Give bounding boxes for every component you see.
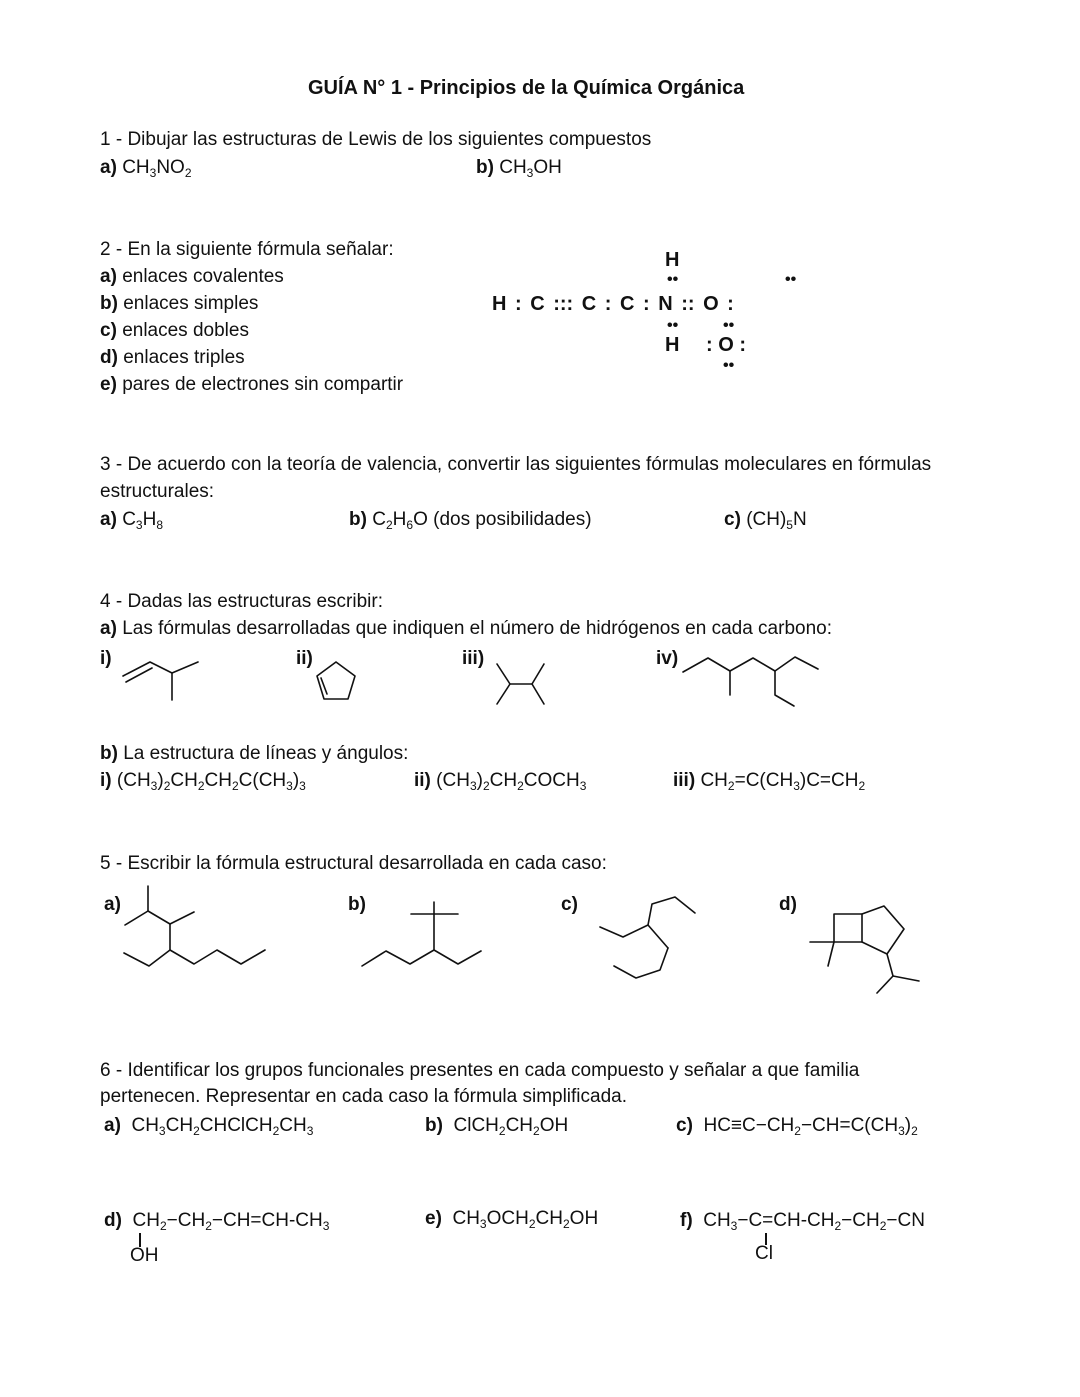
q6-item-b [425, 1115, 568, 1138]
lewis-dots-bottom: •• [667, 317, 679, 334]
q3-b-label: b) [349, 509, 367, 530]
q1-a-label: a) [100, 157, 117, 178]
q6-d-formula: $CH_2-CH_2-CH=CH-CH_3$ [132, 1210, 330, 1233]
lewis-dots-top: •• [667, 271, 679, 288]
q6-f-formula: $CH_3-C=CH-CH_2-CH_2-CN$ [703, 1210, 925, 1233]
q6-a-label: a) [104, 1115, 121, 1136]
q6-c-label: c) [676, 1115, 693, 1136]
page-title: GUÍA N° 1 - Principios de la Química Orgánica [308, 77, 745, 99]
q5-d-label: d) [779, 894, 797, 915]
q4-heading: 4 - Dadas las estructuras escribir: [100, 591, 383, 612]
q4-b-text: La estructura de líneas y ángulos: [123, 743, 409, 764]
q4-b-iii-formula: $CH_2=C(CH_3)C=CH_2$ [700, 770, 866, 793]
q2-d-text: enlaces triples [123, 347, 245, 368]
q2-d-label: d) [100, 347, 118, 368]
lewis-bottom-o: : O : [706, 334, 746, 356]
q5-d-pentagon [862, 906, 904, 954]
q4-b-ii-label: ii) [414, 770, 431, 791]
q4-a-iv-label: iv) [656, 648, 679, 669]
q3-heading-2: estructurales: [100, 481, 215, 502]
q1-a-formula: $CH_3NO_2$ [122, 157, 192, 180]
q5-d-isopropyl-2 [893, 976, 919, 981]
q4-a-ii-label: ii) [296, 648, 313, 669]
q5-heading: 5 - Escribir la fórmula estructural desarrollada en cada caso: [100, 853, 607, 874]
q6-b-label: b) [425, 1115, 443, 1136]
q6-a-formula: $CH_3CH_2CHClCH_2CH_3$ [131, 1115, 314, 1138]
q5-b-label: b) [348, 894, 366, 915]
q5-d-square [834, 914, 862, 942]
q5-a-label: a) [104, 894, 121, 915]
lewis-dots-o-top: •• [785, 271, 797, 288]
q6-heading-2: pertenecen. Representar en cada caso la fórmula simplificada. [100, 1086, 628, 1107]
q2-a-label: a) [100, 266, 117, 287]
q6-e-formula: $CH_3OCH_2CH_2OH$ [452, 1208, 599, 1231]
q6-d-sub: OH [130, 1245, 159, 1266]
q6-f-sub: Cl [755, 1243, 773, 1264]
q3-a-formula: $C_3H_8$ [122, 509, 164, 532]
q1-b-formula: $CH_3OH$ [499, 157, 562, 180]
q6-heading-1: 6 - Identificar los grupos funcionales presentes en cada compuesto y señalar a que familia [100, 1060, 860, 1081]
lewis-top-h: H [665, 249, 680, 271]
q4-b-label: b) [100, 743, 118, 764]
q4-b-ii-formula: $(CH_3)_2CH_2COCH_3$ [436, 770, 587, 793]
q2-b-text: enlaces simples [123, 293, 259, 314]
q6-e-label: e) [425, 1208, 442, 1229]
q4-a-i-label: i) [100, 648, 112, 669]
q3-heading-1: 3 - De acuerdo con la teoría de valencia, convertir las siguientes fórmulas moleculares en fórmulas [100, 454, 932, 475]
q6-c-formula: $HC\equiv C-CH_2-CH=C(CH_3)_2$ [703, 1115, 918, 1138]
q3-b-formula: $C_2H_6O$ (dos posibilidades) [372, 509, 592, 532]
q4-b-i-label: i) [100, 770, 112, 791]
q5-d-down-bond [828, 942, 834, 966]
q2-e-label: e) [100, 374, 117, 395]
q6-b-formula: $ClCH_2CH_2OH$ [453, 1115, 569, 1138]
q2-b-label: b) [100, 293, 118, 314]
lewis-dots-n-bottom: •• [723, 317, 735, 334]
q5-c-label: c) [561, 894, 578, 915]
lewis-main-line: H : C ::: C : C : N :: O : [492, 293, 734, 315]
q4-a-text: Las fórmulas desarrolladas que indiquen el número de hidrógenos en cada carbono: [122, 618, 832, 639]
q2-c-text: enlaces dobles [122, 320, 249, 341]
q3-c-formula: $(CH)_5N$ [746, 509, 807, 532]
q1-b-label: b) [476, 157, 494, 178]
q3-a-label: a) [100, 509, 117, 530]
q4-b-iii-label: iii) [673, 770, 696, 791]
lewis-bottom-h: H [665, 334, 680, 356]
q6-f-label: f) [680, 1210, 693, 1231]
lewis-dots-o2-bottom: •• [723, 357, 735, 374]
q3-c-label: c) [724, 509, 741, 530]
q6-item-c [676, 1115, 918, 1138]
q1-heading-text: 1 - Dibujar las estructuras de Lewis de los siguientes compuestos [100, 129, 652, 150]
q5-d-isopropyl [877, 954, 893, 993]
q4-b-i-formula: $(CH_3)_2CH_2CH_2C(CH_3)_3$ [116, 770, 306, 793]
q4-a-label: a) [100, 618, 117, 639]
q2-c-label: c) [100, 320, 117, 341]
q2-heading: 2 - En la siguiente fórmula señalar: [100, 239, 394, 260]
q4-a-iii-label: iii) [462, 648, 485, 669]
q6-item-f [680, 1210, 925, 1233]
q6-d-label: d) [104, 1210, 122, 1231]
q2-a-text: enlaces covalentes [122, 266, 284, 287]
q6-item-a [104, 1115, 313, 1138]
q6-item-d [104, 1210, 329, 1233]
q6-item-e [425, 1208, 598, 1231]
q2-e-text: pares de electrones sin compartir [122, 374, 404, 395]
